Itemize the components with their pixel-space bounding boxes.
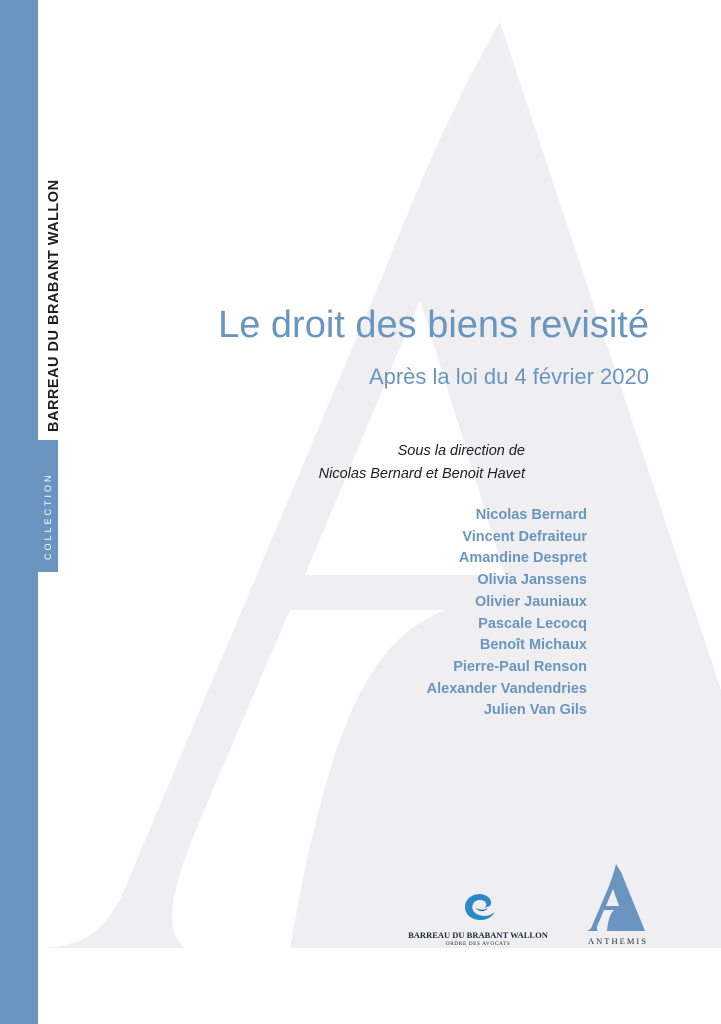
author-name: Alexander Vandendries — [426, 680, 587, 697]
direction-label: Sous la direction de — [397, 443, 525, 459]
author-name: Julien Van Gils — [483, 702, 587, 719]
author-name: Pascale Lecocq — [478, 615, 587, 632]
barreau-logo — [408, 892, 548, 952]
author-name: Vincent Defraiteur — [462, 528, 587, 545]
author-name: Benoît Michaux — [479, 637, 587, 654]
spine-band — [0, 0, 38, 1024]
author-name: Pierre-Paul Renson — [453, 658, 587, 675]
editors-names: Nicolas Bernard et Benoit Havet — [318, 466, 525, 482]
anthemis-a-logo-icon — [586, 864, 646, 932]
author-name: Nicolas Bernard — [475, 507, 587, 523]
author-name: Amandine Despret — [458, 550, 587, 567]
book-title: Le droit des biens revisité — [218, 304, 649, 346]
editors-block — [319, 440, 525, 486]
anthemis-name: ANTHEMIS — [588, 936, 648, 946]
barreau-name: BARREAU DU BRABANT WALLON — [408, 930, 548, 940]
barreau-subtitle: ORDRE DES AVOCATS — [445, 941, 511, 947]
author-list — [427, 505, 587, 722]
book-subtitle: Après la loi du 4 février 2020 — [368, 364, 649, 389]
anthemis-logo — [580, 864, 656, 954]
series-title: BARREAU DU BRABANT WALLON — [46, 179, 62, 432]
barreau-swirl-logo-icon — [463, 892, 497, 922]
collection-label: COLLECTION — [43, 472, 53, 560]
author-name: Olivier Jauniaux — [474, 593, 587, 610]
author-name: Olivia Janssens — [477, 572, 587, 589]
